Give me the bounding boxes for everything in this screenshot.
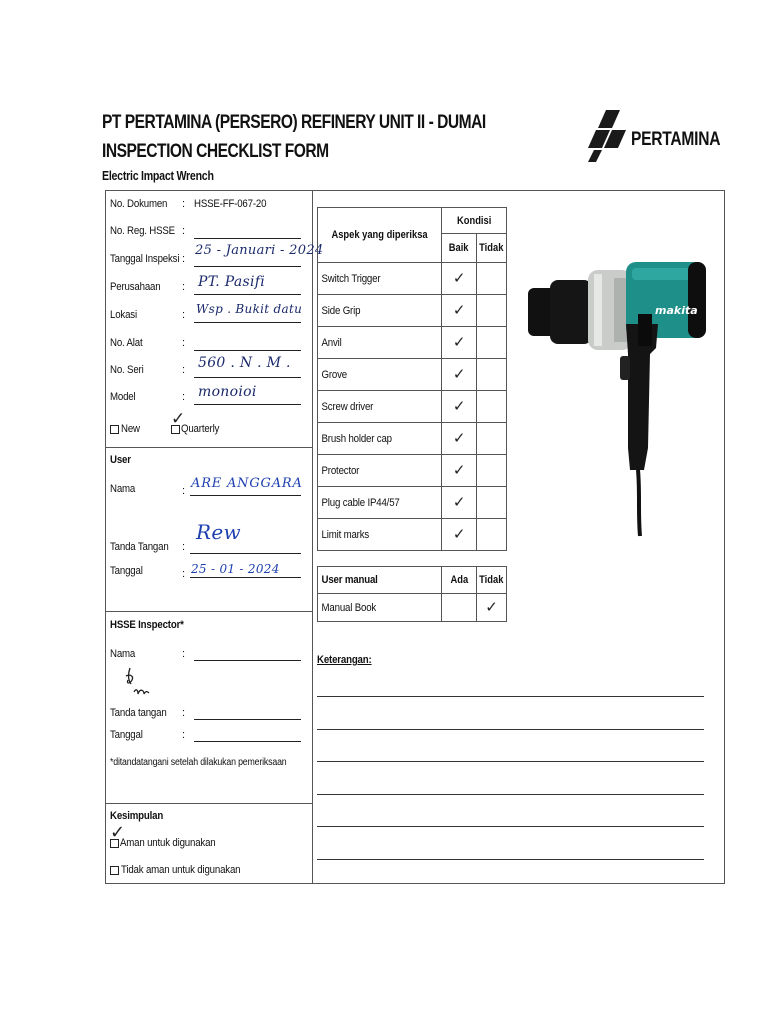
checklist-row — [318, 423, 507, 455]
tidak-cell[interactable] — [476, 295, 506, 327]
tool-brand-label: makita — [655, 304, 698, 317]
checklist-item: Screw driver — [318, 391, 442, 423]
field-colon: : — [182, 707, 186, 719]
tidak-cell[interactable] — [476, 519, 506, 551]
user-ttd-label: Tanda Tangan — [110, 541, 169, 553]
column-divider — [312, 190, 313, 884]
checklist-item: Grove — [318, 359, 442, 391]
field-colon: : — [182, 253, 186, 265]
check-icon: ✓ — [452, 269, 466, 287]
check-icon: ✓ — [452, 333, 466, 351]
checklist-row — [318, 295, 507, 327]
manual-header-ada: Ada — [442, 567, 477, 594]
checklist-header-tidak: Tidak — [476, 234, 506, 263]
user-tanggal-value: 25 - 01 - 2024 — [191, 562, 280, 576]
hsse-ttd-label: Tanda tangan — [110, 707, 167, 719]
tidak-cell[interactable] — [476, 455, 506, 487]
tidak-cell[interactable] — [476, 359, 506, 391]
keterangan-line[interactable] — [317, 794, 704, 795]
user-manual-table — [317, 566, 507, 622]
pertamina-logo-icon — [586, 108, 630, 164]
baik-cell[interactable] — [442, 327, 477, 359]
logo-text: PERTAMINA — [631, 129, 721, 150]
checklist-row — [318, 327, 507, 359]
keterangan-line[interactable] — [317, 729, 704, 730]
field-underline — [190, 577, 301, 578]
hsse-tanggal-label: Tanggal — [110, 729, 143, 741]
checklist-item: Limit marks — [318, 519, 442, 551]
field-colon: : — [182, 225, 186, 237]
baik-cell[interactable] — [442, 391, 477, 423]
checklist-row — [318, 359, 507, 391]
check-icon: ✓ — [485, 598, 498, 616]
checklist-row — [318, 487, 507, 519]
field-label-no-dokumen: No. Dokumen — [110, 198, 168, 210]
tidak-cell[interactable] — [476, 594, 506, 622]
check-icon: ✓ — [452, 365, 466, 383]
field-label-perusahaan: Perusahaan — [110, 281, 161, 293]
field-colon: : — [182, 729, 186, 741]
field-label-no-reg-hsse: No. Reg. HSSE — [110, 225, 175, 237]
baik-cell[interactable] — [442, 295, 477, 327]
checklist-item: Protector — [318, 455, 442, 487]
tidak-cell[interactable] — [476, 263, 506, 295]
check-icon: ✓ — [452, 397, 466, 415]
check-icon: ✓ — [452, 493, 466, 511]
field-colon: : — [182, 337, 186, 349]
manual-item: Manual Book — [318, 594, 442, 622]
hsse-section-title: HSSE Inspector* — [110, 619, 184, 631]
user-nama-label: Nama — [110, 483, 136, 495]
section-divider — [105, 611, 312, 612]
field-colon: : — [182, 541, 186, 553]
user-nama-value: ARE ANGGARA — [191, 476, 303, 491]
kesimpulan-title: Kesimpulan — [110, 810, 164, 822]
field-label-lokasi: Lokasi — [110, 309, 137, 321]
checklist-table — [317, 207, 507, 551]
field-colon: : — [182, 281, 186, 293]
field-label-no-alat: No. Alat — [110, 337, 143, 349]
manual-row — [318, 594, 507, 622]
checklist-row — [318, 391, 507, 423]
keterangan-line[interactable] — [317, 761, 704, 762]
checklist-item: Side Grip — [318, 295, 442, 327]
field-colon: : — [182, 648, 186, 660]
field-label-no-seri: No. Seri — [110, 364, 144, 376]
baik-cell[interactable] — [442, 359, 477, 391]
manual-header-tidak: Tidak — [476, 567, 506, 594]
checklist-item: Plug cable IP44/57 — [318, 487, 442, 519]
field-underline — [190, 495, 301, 496]
tidak-cell[interactable] — [476, 487, 506, 519]
checklist-item: Brush holder cap — [318, 423, 442, 455]
check-icon: ✓ — [452, 429, 466, 447]
field-underline — [194, 322, 301, 323]
field-underline — [194, 266, 301, 267]
checklist-header-aspek: Aspek yang diperiksa — [318, 208, 442, 263]
section-divider — [105, 447, 312, 448]
field-underline — [190, 553, 301, 554]
checklist-row — [318, 519, 507, 551]
inspector-initials-scribble — [122, 666, 152, 698]
checklist-row — [318, 455, 507, 487]
tidak-aman-checkbox[interactable] — [110, 866, 119, 875]
section-divider — [105, 803, 312, 804]
checklist-item: Switch Trigger — [318, 263, 442, 295]
field-value-perusahaan: PT. Pasifi — [198, 274, 266, 290]
aman-check-icon: ✓ — [110, 822, 126, 843]
form-title: INSPECTION CHECKLIST FORM — [102, 141, 329, 162]
keterangan-line[interactable] — [317, 696, 704, 697]
new-checkbox[interactable] — [110, 425, 119, 434]
new-label: New — [121, 423, 140, 435]
ada-cell[interactable] — [442, 594, 477, 622]
impact-wrench-image — [522, 258, 712, 542]
field-value-tanggal-inspeksi: 25 - Januari - 2024 — [195, 243, 324, 258]
tidak-cell[interactable] — [476, 391, 506, 423]
aman-label: Aman untuk digunakan — [120, 837, 216, 849]
tidak-aman-label: Tidak aman untuk digunakan — [121, 864, 241, 876]
keterangan-label: Keterangan: — [317, 654, 372, 666]
field-underline — [194, 719, 301, 720]
field-value-no-dokumen: HSSE-FF-067-20 — [194, 198, 267, 210]
keterangan-line[interactable] — [317, 826, 704, 827]
field-underline — [194, 377, 301, 378]
field-underline — [194, 404, 301, 405]
baik-cell[interactable] — [442, 487, 477, 519]
company-title: PT PERTAMINA (PERSERO) REFINERY UNIT II - DUMAI — [102, 112, 486, 133]
field-colon: : — [182, 485, 186, 497]
baik-cell[interactable] — [442, 263, 477, 295]
baik-cell[interactable] — [442, 423, 477, 455]
check-icon: ✓ — [452, 461, 466, 479]
user-section-title: User — [110, 454, 131, 466]
check-icon: ✓ — [452, 301, 466, 319]
hsse-nama-label: Nama — [110, 648, 136, 660]
field-value-model: monoioi — [198, 384, 257, 400]
checklist-header-baik: Baik — [442, 234, 477, 263]
field-underline — [194, 294, 301, 295]
quarterly-label: Quarterly — [181, 423, 220, 435]
field-colon: : — [182, 391, 186, 403]
user-signature: Rew — [196, 520, 241, 544]
baik-cell[interactable] — [442, 519, 477, 551]
tidak-cell[interactable] — [476, 327, 506, 359]
checklist-item: Anvil — [318, 327, 442, 359]
field-colon: : — [182, 198, 186, 210]
field-underline — [194, 350, 301, 351]
tidak-cell[interactable] — [476, 423, 506, 455]
field-underline — [194, 238, 301, 239]
field-colon: : — [182, 568, 186, 580]
check-icon: ✓ — [452, 525, 466, 543]
field-underline — [194, 660, 301, 661]
user-tanggal-label: Tanggal — [110, 565, 143, 577]
field-label-model: Model — [110, 391, 136, 403]
hsse-note: *ditandatangani setelah dilakukan pemeriksaan — [110, 757, 287, 768]
field-value-no-seri: 560 . N . M . — [198, 355, 291, 371]
keterangan-line[interactable] — [317, 859, 704, 860]
field-colon: : — [182, 364, 186, 376]
field-label-tanggal-inspeksi: Tanggal Inspeksi — [110, 253, 180, 265]
field-underline — [194, 741, 301, 742]
form-subtitle: Electric Impact Wrench — [102, 169, 214, 183]
baik-cell[interactable] — [442, 455, 477, 487]
manual-header-item: User manual — [318, 567, 442, 594]
field-value-lokasi: Wsp . Bukit datu — [196, 302, 303, 316]
field-colon: : — [182, 309, 186, 321]
checklist-row — [318, 263, 507, 295]
checklist-header-kondisi: Kondisi — [442, 208, 507, 234]
quarterly-check-icon: ✓ — [171, 409, 186, 429]
